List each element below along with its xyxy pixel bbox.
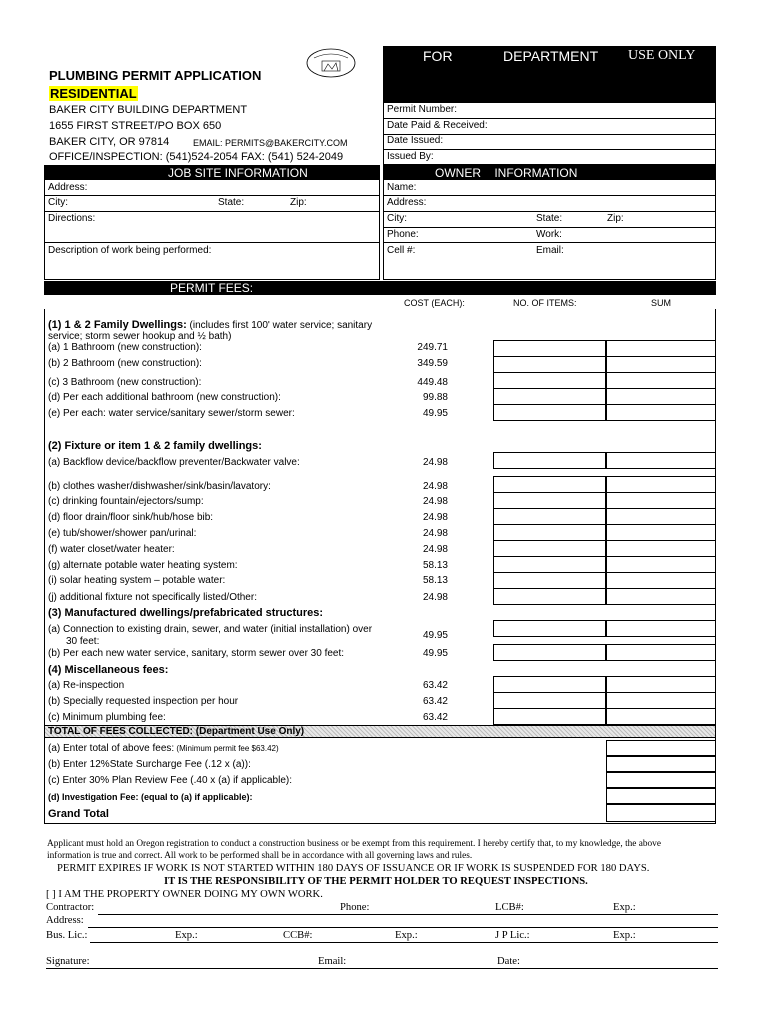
total-a-label: (a) Enter total of above fees: (Minimum permit fee $63.42) <box>48 743 279 754</box>
contractor-address-line[interactable] <box>88 927 718 928</box>
count-input[interactable] <box>493 540 606 557</box>
count-input[interactable] <box>493 476 606 493</box>
banner-department: DEPARTMENT <box>503 48 599 64</box>
contractor-label: Contractor: <box>46 902 95 913</box>
fee-description: (a) 1 Bathroom (new construction): <box>48 342 202 353</box>
fee-cost: 24.98 <box>422 481 448 492</box>
jp-lic-exp-label: Exp.: <box>613 930 636 941</box>
count-input[interactable] <box>493 388 606 405</box>
owner-heading: OWNER INFORMATION <box>435 166 578 180</box>
fee-description: (c) 3 Bathroom (new construction): <box>48 377 202 388</box>
count-input[interactable] <box>493 524 606 541</box>
fee-description: (g) alternate potable water heating system: <box>48 560 238 571</box>
total-b-input[interactable] <box>606 756 716 772</box>
job-city-field[interactable]: City: <box>48 197 68 208</box>
count-input[interactable] <box>493 676 606 693</box>
sum-input[interactable] <box>606 492 716 509</box>
responsibility-notice: IT IS THE RESPONSIBILITY OF THE PERMIT HOLDER TO REQUEST INSPECTIONS. <box>164 876 588 887</box>
fee-cost: 49.95 <box>422 408 448 419</box>
fee-cost: 24.98 <box>422 592 448 603</box>
lcb-exp-label: Exp.: <box>613 902 636 913</box>
sum-input[interactable] <box>606 356 716 373</box>
job-state-field[interactable]: State: <box>218 197 245 208</box>
fee-cost: 63.42 <box>422 712 448 723</box>
count-input[interactable] <box>493 588 606 605</box>
owner-work-field[interactable]: Work: <box>536 229 562 240</box>
count-input[interactable] <box>493 572 606 589</box>
total-d-label: (d) Investigation Fee: (equal to (a) if applicable): <box>48 792 253 802</box>
page-title: PLUMBING PERMIT APPLICATION <box>49 68 262 83</box>
sum-input[interactable] <box>606 708 716 725</box>
count-input[interactable] <box>493 708 606 725</box>
fee-description: (b) Specially requested inspection per hour <box>48 696 239 707</box>
sum-input[interactable] <box>606 372 716 389</box>
job-directions-field[interactable]: Directions: <box>48 213 96 224</box>
section-4-title: (4) Miscellaneous fees: <box>48 664 169 676</box>
permit-fees-heading: PERMIT FEES: <box>170 281 254 295</box>
dept-office: OFFICE/INSPECTION: (541)524-2054 FAX: (541) 524-2049 <box>49 151 344 163</box>
banner-use-only: USE ONLY <box>628 48 696 63</box>
jp-lic-label: J P Lic.: <box>495 930 530 941</box>
grand-total-input[interactable] <box>606 804 716 822</box>
sum-input[interactable] <box>606 476 716 493</box>
fee-description: (i) solar heating system – potable water: <box>48 575 226 586</box>
sum-input[interactable] <box>606 620 716 637</box>
total-c-input[interactable] <box>606 772 716 788</box>
dept-email: EMAIL: PERMITS@BAKERCITY.COM <box>193 138 348 148</box>
total-c-label: (c) Enter 30% Plan Review Fee (.40 x (a) if applicable): <box>48 775 292 786</box>
col-items-header: NO. OF ITEMS: <box>513 298 577 308</box>
fee-description: (f) water closet/water heater: <box>48 544 175 555</box>
signature-email-label: Email: <box>318 956 347 967</box>
fee-description: (d) floor drain/floor sink/hub/hose bib: <box>48 512 214 523</box>
grand-total-label: Grand Total <box>48 808 109 820</box>
fee-description: (b) clothes washer/dishwasher/sink/basin/lavatory: <box>48 481 271 492</box>
section-3-title: (3) Manufactured dwellings/prefabricated structures: <box>48 607 324 619</box>
owner-phone-field[interactable]: Phone: <box>387 229 419 240</box>
owner-city-field[interactable]: City: <box>387 213 407 224</box>
ccb-label: CCB#: <box>283 930 313 941</box>
bus-lic-label: Bus. Lic.: <box>46 930 88 941</box>
sum-input[interactable] <box>606 404 716 421</box>
fee-cost: 449.48 <box>417 377 448 388</box>
fee-cost: 63.42 <box>422 696 448 707</box>
fee-cost: 99.88 <box>422 392 448 403</box>
count-input[interactable] <box>493 452 606 469</box>
section-2-title: (2) Fixture or item 1 & 2 family dwellings: <box>48 440 262 452</box>
fee-description: (a) Re-inspection <box>48 680 125 691</box>
bus-lic-exp-label: Exp.: <box>175 930 198 941</box>
col-cost-header: COST (EACH): <box>404 298 465 308</box>
count-input[interactable] <box>493 508 606 525</box>
dept-city: BAKER CITY, OR 97814 <box>49 136 170 148</box>
department-use-banner <box>383 46 716 103</box>
job-site-header <box>44 165 380 180</box>
fee-description: (d) Per each additional bathroom (new construction): <box>48 392 281 403</box>
total-a-input[interactable] <box>606 740 716 756</box>
fee-description-cont: 30 feet: <box>66 636 100 647</box>
fee-description: (j) additional fixture not specifically listed/Other: <box>48 592 257 603</box>
owner-doing-work-checkbox[interactable]: [ ] I AM THE PROPERTY OWNER DOING MY OWN WORK. <box>46 889 323 900</box>
fee-cost: 24.98 <box>422 457 448 468</box>
fee-cost: 63.42 <box>422 680 448 691</box>
section-1-note: service; storm sewer hookup and ½ bath) <box>48 331 232 342</box>
fee-description: (e) Per each: water service/sanitary sewer/storm sewer: <box>48 408 295 419</box>
signature-date-label: Date: <box>497 956 520 967</box>
count-input[interactable] <box>493 644 606 661</box>
job-description-field[interactable]: Description of work being performed: <box>48 245 212 256</box>
owner-info-header <box>383 165 716 180</box>
owner-cell-field[interactable]: Cell #: <box>387 245 416 256</box>
fee-cost: 24.98 <box>422 496 448 507</box>
fee-description: (c) drinking fountain/ejectors/sump: <box>48 496 204 507</box>
fee-cost: 58.13 <box>422 560 448 571</box>
fee-description: (c) Minimum plumbing fee: <box>48 712 166 723</box>
sum-input[interactable] <box>606 452 716 469</box>
job-zip-field[interactable]: Zip: <box>290 197 307 208</box>
contractor-address-label: Address: <box>46 915 84 926</box>
ccb-exp-label: Exp.: <box>395 930 418 941</box>
sum-input[interactable] <box>606 676 716 693</box>
contractor-row-line[interactable] <box>98 914 718 915</box>
owner-name-field[interactable]: Name: <box>387 182 417 193</box>
dept-address: 1655 FIRST STREET/PO BOX 650 <box>49 120 222 132</box>
count-input[interactable] <box>493 692 606 709</box>
owner-address-field[interactable]: Address: <box>387 197 427 208</box>
sum-input[interactable] <box>606 572 716 589</box>
signature-row-line[interactable] <box>46 968 718 969</box>
total-d-input[interactable] <box>606 788 716 804</box>
sum-input[interactable] <box>606 524 716 541</box>
count-input[interactable] <box>493 340 606 357</box>
owner-email-field[interactable]: Email: <box>536 245 564 256</box>
fee-cost: 24.98 <box>422 528 448 539</box>
fee-description: (a) Connection to existing drain, sewer, and water (initial installation) over <box>48 624 373 635</box>
fee-cost: 24.98 <box>422 512 448 523</box>
sum-input[interactable] <box>606 644 716 661</box>
fee-cost: 349.59 <box>417 358 448 369</box>
license-row-line[interactable] <box>90 942 718 943</box>
fee-cost: 58.13 <box>422 575 448 586</box>
fee-cost: 49.95 <box>422 648 448 659</box>
sum-input[interactable] <box>606 692 716 709</box>
owner-zip-field[interactable]: Zip: <box>607 213 624 224</box>
sum-input[interactable] <box>606 556 716 573</box>
date-issued-label: Date Issued: <box>387 135 444 146</box>
issued-by-label: Issued By: <box>387 151 434 162</box>
fee-description: (b) Per each new water service, sanitary, storm sewer over 30 feet: <box>48 648 345 659</box>
count-input[interactable] <box>493 556 606 573</box>
total-b-label: (b) Enter 12%State Surcharge Fee (.12 x (a)): <box>48 759 251 770</box>
sum-input[interactable] <box>606 508 716 525</box>
contractor-phone-label: Phone: <box>340 902 370 913</box>
fee-cost: 24.98 <box>422 544 448 555</box>
expiration-notice: PERMIT EXPIRES IF WORK IS NOT STARTED WITHIN 180 DAYS OF ISSUANCE OR IF WORK IS SUSPENDED FOR 180 DAYS. <box>57 863 650 874</box>
job-site-heading: JOB SITE INFORMATION <box>168 166 308 180</box>
count-input[interactable] <box>493 620 606 637</box>
section-1-title: (1) 1 & 2 Family Dwellings: (includes first 100' water service; sanitary <box>48 319 373 331</box>
sum-input[interactable] <box>606 340 716 357</box>
job-address-field[interactable]: Address: <box>48 182 88 193</box>
sum-input[interactable] <box>606 588 716 605</box>
owner-state-field[interactable]: State: <box>536 213 563 224</box>
count-input[interactable] <box>493 492 606 509</box>
col-sum-header: SUM <box>651 298 671 308</box>
fee-description: (e) tub/shower/shower pan/urinal: <box>48 528 197 539</box>
signature-label: Signature: <box>46 956 90 967</box>
certification-statement: Applicant must hold an Oregon registration to conduct a construction business or be exempt from this requirement. I hereby certify that, to my knowledge, the above information is true and correct. All work to be performed shall be in accordance with all governing laws and rules. <box>47 839 661 861</box>
sum-input[interactable] <box>606 388 716 405</box>
count-input[interactable] <box>493 404 606 421</box>
permit-number-label: Permit Number: <box>387 104 458 115</box>
fee-description: (b) 2 Bathroom (new construction): <box>48 358 202 369</box>
lcb-label: LCB#: <box>495 902 524 913</box>
fee-cost: 49.95 <box>422 630 448 641</box>
permit-fees-header <box>44 281 716 295</box>
city-logo <box>304 46 358 80</box>
banner-for: FOR <box>423 48 453 64</box>
date-paid-label: Date Paid & Received: <box>387 120 488 131</box>
fee-cost: 249.71 <box>417 342 448 353</box>
count-input[interactable] <box>493 356 606 373</box>
sum-input[interactable] <box>606 540 716 557</box>
fee-description: (a) Backflow device/backflow preventer/Backwater valve: <box>48 457 300 468</box>
dept-name: BAKER CITY BUILDING DEPARTMENT <box>49 104 248 116</box>
total-fees-title: TOTAL OF FEES COLLECTED: (Department Use Only) <box>48 726 305 737</box>
count-input[interactable] <box>493 372 606 389</box>
page-subtitle: RESIDENTIAL <box>50 86 137 101</box>
